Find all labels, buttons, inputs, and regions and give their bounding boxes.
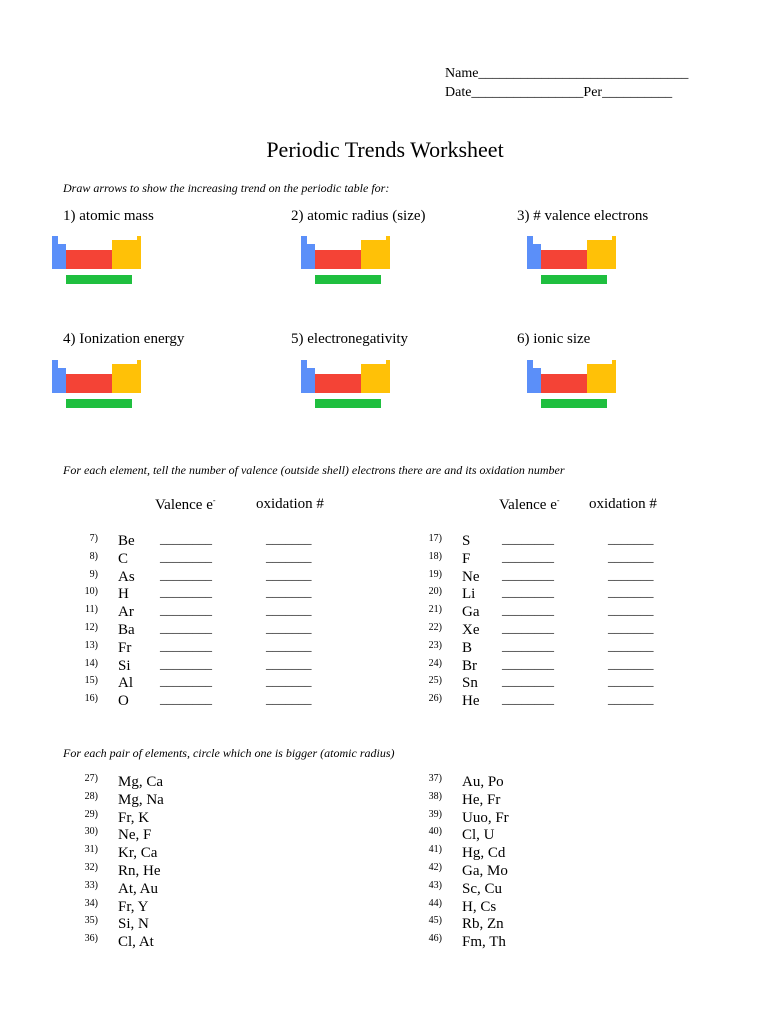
valence-answer-blank[interactable]: ________ bbox=[502, 566, 554, 582]
f-block bbox=[541, 275, 607, 284]
valence-answer-blank[interactable]: ________ bbox=[502, 637, 554, 653]
valence-answer-blank[interactable]: ________ bbox=[502, 584, 554, 600]
oxidation-answer-blank[interactable]: _______ bbox=[608, 655, 654, 671]
element-pair[interactable]: At, Au bbox=[118, 880, 159, 897]
p-block-tab bbox=[137, 236, 141, 242]
question-number: 16) bbox=[84, 693, 98, 705]
oxidation-header-right: oxidation # bbox=[589, 496, 657, 512]
trend-question-label: 1) atomic mass bbox=[63, 208, 154, 224]
p-block bbox=[112, 240, 141, 269]
valence-header-right: Valence e- bbox=[499, 496, 560, 513]
element-symbol: Be bbox=[118, 533, 135, 549]
f-block bbox=[66, 275, 132, 284]
element-symbol: Al bbox=[118, 675, 133, 692]
trend-question-label: 4) Ionization energy bbox=[63, 331, 185, 347]
oxidation-answer-blank[interactable]: _______ bbox=[266, 620, 312, 635]
question-number: 29) bbox=[84, 808, 98, 820]
question-number: 30) bbox=[84, 826, 98, 838]
oxidation-answer-blank[interactable]: _______ bbox=[266, 566, 312, 582]
periodic-table-icon bbox=[527, 236, 617, 306]
section3-instruction: For each pair of elements, circle which one is bigger (atomic radius) bbox=[63, 746, 395, 760]
s-block-tab bbox=[58, 368, 66, 393]
d-block bbox=[66, 374, 112, 393]
element-pair[interactable]: Rn, He bbox=[118, 863, 161, 879]
question-number: 41) bbox=[428, 844, 442, 856]
question-number: 32) bbox=[84, 862, 98, 873]
p-block bbox=[361, 240, 390, 269]
valence-header-left: Valence e- bbox=[155, 496, 216, 513]
periodic-table-icon bbox=[527, 360, 617, 430]
valence-answer-blank[interactable]: ________ bbox=[160, 655, 212, 671]
question-number: 23) bbox=[428, 639, 442, 651]
question-number: 8) bbox=[89, 550, 98, 562]
oxidation-answer-blank[interactable]: _______ bbox=[608, 548, 654, 564]
d-block bbox=[541, 374, 587, 393]
question-number: 36) bbox=[84, 933, 98, 945]
section2-instruction: For each element, tell the number of valence (outside shell) electrons there are and its oxidation number bbox=[63, 463, 565, 477]
question-number: 37) bbox=[428, 773, 442, 784]
d-block bbox=[66, 250, 112, 269]
trend-question-label: 3) # valence electrons bbox=[517, 208, 649, 224]
oxidation-answer-blank[interactable]: _______ bbox=[266, 531, 312, 546]
element-symbol: Ba bbox=[118, 622, 135, 638]
valence-answer-blank[interactable]: ________ bbox=[502, 531, 554, 546]
oxidation-answer-blank[interactable]: _______ bbox=[266, 673, 312, 689]
element-pair[interactable]: Fr, Y bbox=[118, 898, 149, 915]
element-pair[interactable]: Hg, Cd bbox=[462, 845, 506, 862]
element-symbol: C bbox=[118, 550, 129, 567]
element-pair[interactable]: Mg, Ca bbox=[118, 774, 163, 790]
element-symbol: Ne bbox=[462, 568, 480, 585]
valence-answer-blank[interactable]: ________ bbox=[160, 637, 212, 653]
element-symbol: He bbox=[462, 693, 480, 710]
oxidation-answer-blank[interactable]: _______ bbox=[266, 655, 312, 671]
question-number: 31) bbox=[84, 844, 98, 856]
trend-question-label: 5) electronegativity bbox=[291, 331, 409, 347]
valence-answer-blank[interactable]: ________ bbox=[502, 655, 554, 671]
oxidation-answer-blank[interactable]: _______ bbox=[608, 602, 654, 618]
oxidation-answer-blank[interactable]: _______ bbox=[266, 548, 312, 564]
oxidation-answer-blank[interactable]: _______ bbox=[608, 584, 654, 600]
oxidation-answer-blank[interactable]: _______ bbox=[266, 584, 312, 600]
f-block bbox=[541, 399, 607, 408]
p-block bbox=[112, 364, 141, 393]
page-title: Periodic Trends Worksheet bbox=[266, 137, 504, 162]
s-block-tab bbox=[307, 368, 315, 393]
question-number: 44) bbox=[428, 897, 442, 909]
valence-answer-blank[interactable]: ________ bbox=[160, 584, 212, 600]
element-symbol: Fr bbox=[118, 639, 132, 656]
f-block bbox=[66, 399, 132, 408]
question-number: 45) bbox=[428, 915, 442, 927]
oxidation-answer-blank[interactable]: _______ bbox=[608, 620, 654, 635]
d-block bbox=[315, 374, 361, 393]
trend-question-label: 2) atomic radius (size) bbox=[291, 208, 426, 224]
valence-answer-blank[interactable]: ________ bbox=[160, 673, 212, 689]
valence-answer-blank[interactable]: ________ bbox=[160, 548, 212, 564]
element-symbol: As bbox=[118, 568, 135, 585]
valence-answer-blank[interactable]: ________ bbox=[160, 566, 212, 582]
question-number: 33) bbox=[84, 879, 98, 891]
question-number: 46) bbox=[428, 933, 442, 945]
p-block bbox=[361, 364, 390, 393]
question-number: 21) bbox=[428, 604, 442, 616]
valence-answer-blank[interactable]: ________ bbox=[502, 673, 554, 689]
date-period-line: Date________________Per__________ bbox=[445, 85, 673, 100]
oxidation-answer-blank[interactable]: _______ bbox=[608, 673, 654, 689]
valence-answer-blank[interactable]: ________ bbox=[160, 620, 212, 635]
valence-answer-blank[interactable]: ________ bbox=[160, 602, 212, 618]
question-number: 28) bbox=[84, 790, 98, 802]
element-symbol: Br bbox=[462, 657, 477, 674]
section1-instruction: Draw arrows to show the increasing trend on the periodic table for: bbox=[63, 181, 390, 195]
s-block-tab bbox=[533, 244, 541, 269]
question-number: 12) bbox=[84, 622, 98, 633]
question-number: 38) bbox=[428, 790, 442, 802]
oxidation-answer-blank[interactable]: _______ bbox=[266, 691, 312, 707]
question-number: 19) bbox=[428, 568, 442, 580]
question-number: 7) bbox=[89, 533, 98, 544]
oxidation-answer-blank[interactable]: _______ bbox=[608, 566, 654, 582]
oxidation-answer-blank[interactable]: _______ bbox=[266, 637, 312, 653]
element-pair[interactable]: Si, N bbox=[118, 916, 149, 933]
element-symbol: H bbox=[118, 586, 129, 603]
question-number: 22) bbox=[428, 622, 442, 633]
periodic-table-icon bbox=[301, 236, 391, 306]
p-block bbox=[587, 240, 616, 269]
periodic-table-icon bbox=[52, 236, 142, 306]
oxidation-answer-blank[interactable]: _______ bbox=[608, 531, 654, 546]
question-number: 17) bbox=[428, 533, 442, 544]
oxidation-header-left: oxidation # bbox=[256, 496, 324, 512]
element-pair[interactable]: Au, Po bbox=[462, 774, 504, 790]
valence-answer-blank[interactable]: ________ bbox=[502, 620, 554, 635]
element-pair[interactable]: Ne, F bbox=[118, 827, 152, 844]
question-number: 20) bbox=[428, 586, 442, 598]
element-symbol: Xe bbox=[462, 622, 480, 638]
d-block bbox=[541, 250, 587, 269]
element-pair[interactable]: Fr, K bbox=[118, 809, 150, 826]
element-pair[interactable]: Sc, Cu bbox=[462, 880, 503, 897]
s-block-tab bbox=[58, 244, 66, 269]
trend-question-label: 6) ionic size bbox=[517, 331, 591, 347]
element-pair[interactable]: Fm, Th bbox=[462, 934, 506, 951]
p-block-tab bbox=[386, 236, 390, 242]
question-number: 27) bbox=[84, 773, 98, 784]
element-symbol: Si bbox=[118, 657, 131, 674]
element-symbol: S bbox=[462, 533, 471, 549]
oxidation-answer-blank[interactable]: _______ bbox=[266, 602, 312, 618]
d-block bbox=[315, 250, 361, 269]
element-pair[interactable]: Kr, Ca bbox=[118, 845, 158, 862]
valence-answer-blank[interactable]: ________ bbox=[502, 548, 554, 564]
p-block-tab bbox=[137, 360, 141, 366]
element-pair[interactable]: Rb, Zn bbox=[462, 916, 504, 933]
question-number: 42) bbox=[428, 862, 442, 873]
p-block-tab bbox=[612, 236, 616, 242]
question-number: 26) bbox=[428, 693, 442, 705]
element-pair[interactable]: Ga, Mo bbox=[462, 863, 508, 879]
question-number: 43) bbox=[428, 879, 442, 891]
question-number: 39) bbox=[428, 808, 442, 820]
p-block-tab bbox=[386, 360, 390, 366]
question-number: 40) bbox=[428, 826, 442, 838]
element-symbol: Li bbox=[462, 586, 476, 603]
name-line: Name______________________________ bbox=[445, 66, 689, 81]
element-symbol: B bbox=[462, 639, 473, 656]
oxidation-answer-blank[interactable]: _______ bbox=[608, 691, 654, 707]
periodic-table-icon bbox=[301, 360, 391, 430]
element-pair[interactable]: He, Fr bbox=[462, 791, 501, 808]
question-number: 34) bbox=[84, 897, 98, 909]
periodic-table-icon bbox=[52, 360, 142, 430]
element-pair[interactable]: Uuo, Fr bbox=[462, 809, 509, 826]
question-number: 25) bbox=[428, 675, 442, 687]
p-block-tab bbox=[612, 360, 616, 366]
element-symbol: Ar bbox=[118, 604, 134, 621]
question-number: 24) bbox=[428, 657, 442, 669]
s-block-tab bbox=[533, 368, 541, 393]
element-pair[interactable]: Mg, Na bbox=[118, 791, 164, 808]
question-number: 15) bbox=[84, 675, 98, 687]
question-number: 14) bbox=[84, 657, 98, 669]
p-block bbox=[587, 364, 616, 393]
element-symbol: O bbox=[118, 693, 129, 710]
question-number: 35) bbox=[84, 915, 98, 927]
element-pair[interactable]: Cl, U bbox=[462, 827, 495, 844]
f-block bbox=[315, 275, 381, 284]
s-block-tab bbox=[307, 244, 315, 269]
valence-answer-blank[interactable]: ________ bbox=[502, 691, 554, 707]
oxidation-answer-blank[interactable]: _______ bbox=[608, 637, 654, 653]
question-number: 18) bbox=[428, 550, 442, 562]
element-pair[interactable]: H, Cs bbox=[462, 898, 497, 915]
f-block bbox=[315, 399, 381, 408]
question-number: 10) bbox=[84, 586, 98, 598]
element-pair[interactable]: Cl, At bbox=[118, 934, 154, 951]
element-symbol: Ga bbox=[462, 604, 480, 621]
question-number: 9) bbox=[89, 568, 98, 580]
question-number: 11) bbox=[85, 604, 98, 616]
valence-answer-blank[interactable]: ________ bbox=[160, 691, 212, 707]
element-symbol: F bbox=[462, 550, 471, 567]
valence-answer-blank[interactable]: ________ bbox=[160, 531, 212, 546]
valence-answer-blank[interactable]: ________ bbox=[502, 602, 554, 618]
question-number: 13) bbox=[84, 639, 98, 651]
element-symbol: Sn bbox=[462, 675, 478, 692]
